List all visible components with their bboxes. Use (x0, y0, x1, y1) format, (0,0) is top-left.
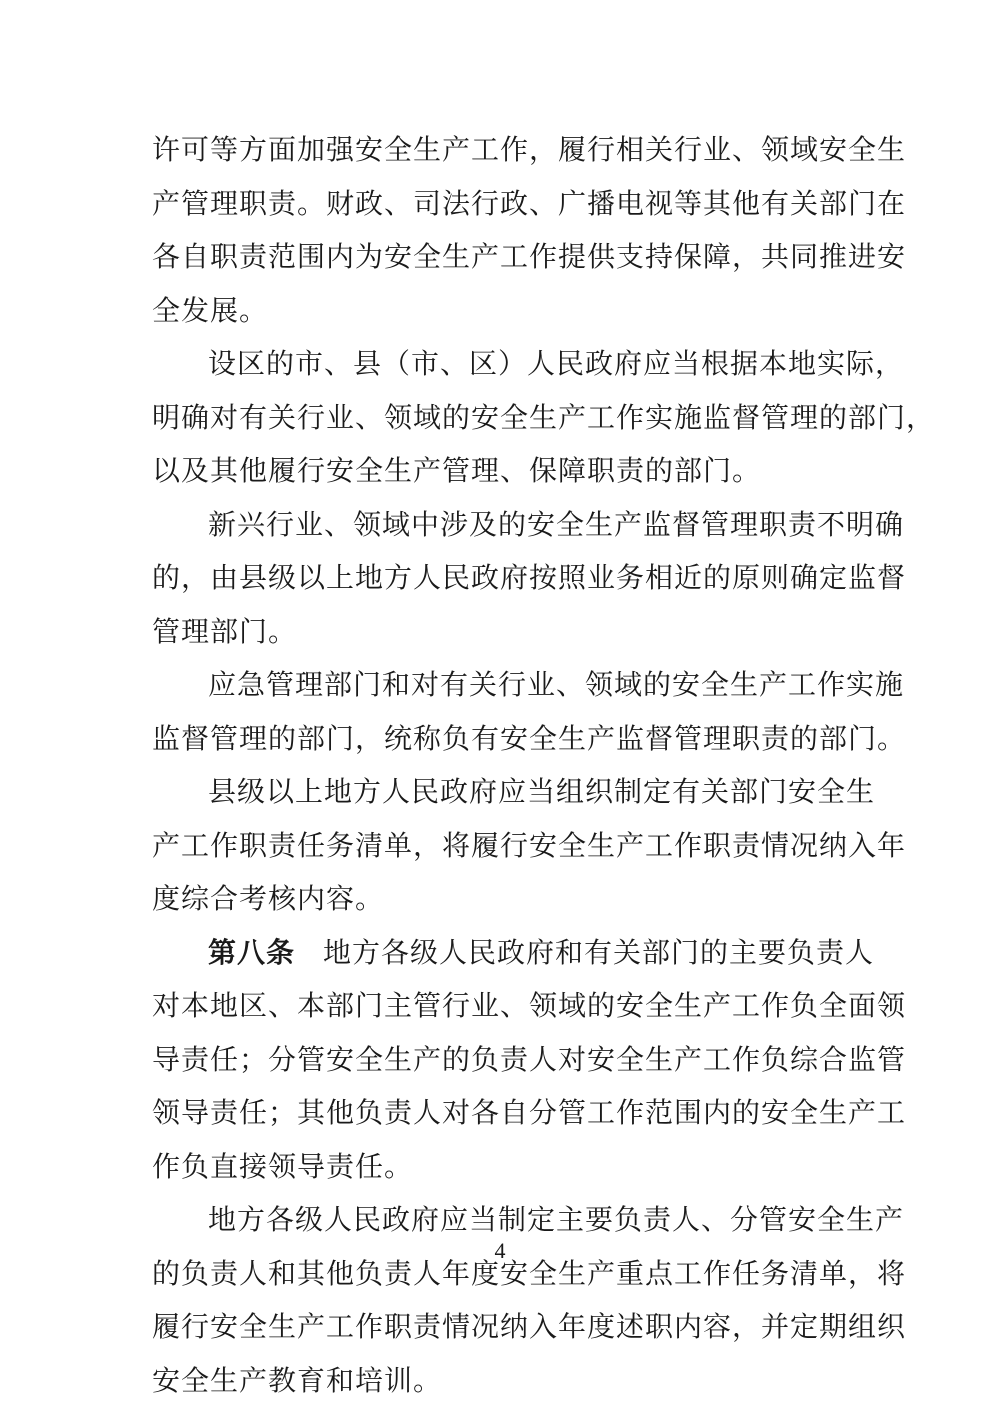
text-line: 监督管理的部门，统称负有安全生产监督管理职责的部门。 (152, 721, 907, 755)
text-line: 地方各级人民政府应当制定主要负责人、分管安全生产 (208, 1203, 905, 1236)
article-number: 第八条 (208, 935, 296, 969)
text-line: 作负直接领导责任。 (152, 1149, 414, 1183)
paragraph-2 (152, 337, 936, 498)
text-line: 应急管理部门和对有关行业、领域的安全生产工作实施 (208, 668, 905, 701)
text-line: 以及其他履行安全生产管理、保障职责的部门。 (152, 454, 762, 487)
text-line: 设区的市、县（市、区）人民政府应当根据本地实际， (208, 347, 905, 380)
page-number: 4 (494, 1238, 506, 1263)
text-line: 产工作职责任务清单，将履行安全生产工作职责情况纳入年 (152, 828, 907, 862)
text-line: 的，由县级以上地方人民政府按照业务相近的原则确定监督 (152, 561, 907, 594)
text-line: 全发展。 (152, 293, 269, 327)
paragraph-7 (152, 1193, 907, 1407)
text-line: 管理部门。 (152, 614, 298, 648)
text-line: 各自职责范围内为安全生产工作提供支持保障，共同推进安 (152, 240, 907, 273)
body-text (152, 123, 936, 1407)
text-line: 许可等方面加强安全生产工作，履行相关行业、领域安全生 (152, 133, 907, 166)
text-line: 度综合考核内容。 (152, 882, 385, 915)
text-line: 的负责人和其他负责人年度安全生产重点工作任务清单，将 (152, 1256, 907, 1290)
article-first-line: 地方各级人民政府和有关部门的主要负责人 (323, 935, 875, 969)
text-line: 履行安全生产工作职责情况纳入年度述职内容，并定期组织 (152, 1310, 907, 1343)
paragraph-3 (152, 498, 907, 659)
text-line: 明确对有关行业、领域的安全生产工作实施监督管理的部门， (152, 400, 936, 434)
text-line: 新兴行业、领域中涉及的安全生产监督管理职责不明确 (208, 507, 905, 541)
text-line: 导责任；分管安全生产的负责人对安全生产工作负综合监管 (152, 1042, 907, 1076)
paragraph-4 (152, 658, 907, 765)
text-line: 对本地区、本部门主管行业、领域的安全生产工作负全面领 (152, 989, 907, 1022)
text-line: 安全生产教育和培训。 (152, 1363, 443, 1397)
paragraph-1 (152, 123, 907, 337)
article-8 (152, 926, 907, 1194)
text-line (152, 926, 875, 980)
text-line: 产管理职责。财政、司法行政、广播电视等其他有关部门在 (152, 186, 907, 220)
paragraph-5 (152, 765, 907, 926)
text-line: 领导责任；其他负责人对各自分管工作范围内的安全生产工 (152, 1096, 907, 1129)
text-line: 县级以上地方人民政府应当组织制定有关部门安全生 (208, 775, 876, 808)
